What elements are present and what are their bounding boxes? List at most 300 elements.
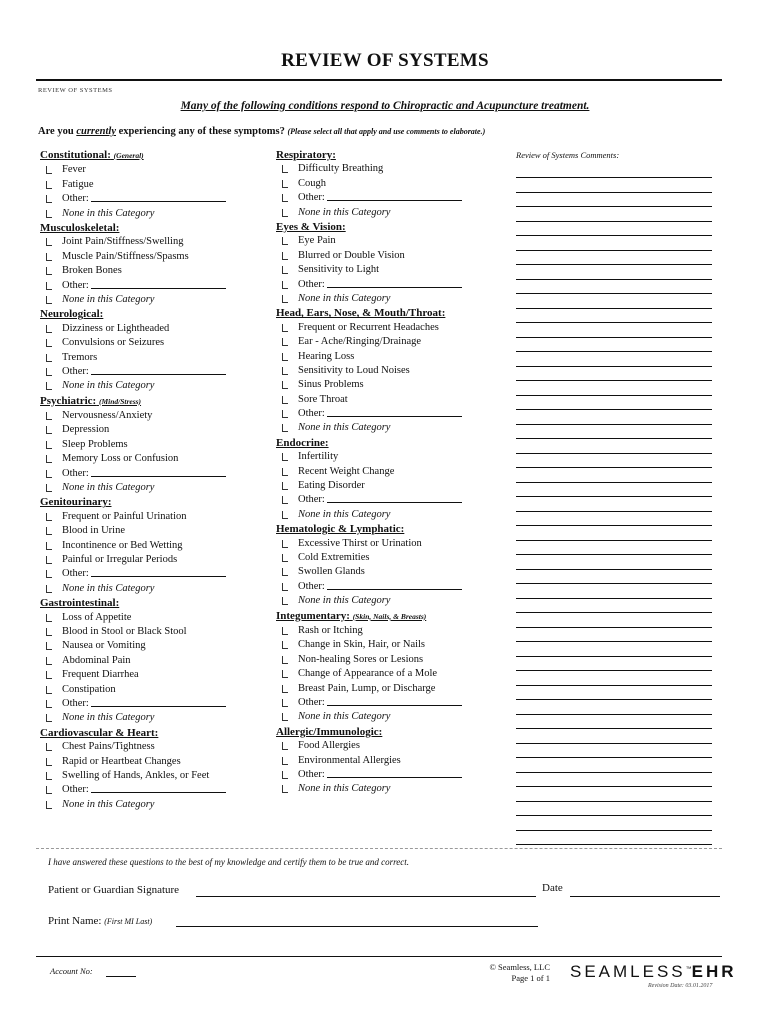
- symptom-checkbox[interactable]: [40, 582, 240, 596]
- symptom-checkbox[interactable]: [40, 711, 240, 725]
- symptom-checkbox[interactable]: [276, 580, 476, 594]
- symptom-label: Painful or Irregular Periods: [62, 554, 178, 566]
- symptom-label: Hearing Loss: [298, 350, 355, 362]
- comment-line[interactable]: [516, 830, 712, 831]
- other-field[interactable]: [327, 416, 462, 417]
- checkbox-icon[interactable]: [282, 367, 288, 375]
- checkbox-icon[interactable]: [46, 614, 52, 622]
- checkbox-icon[interactable]: [282, 568, 288, 576]
- certification-text: I have answered these questions to the best of my knowledge and certify them to be true and correct.: [48, 857, 409, 867]
- symptom-checkbox[interactable]: [276, 378, 476, 392]
- symptom-checkbox[interactable]: [276, 292, 476, 306]
- section-heading: [40, 221, 240, 235]
- checkbox-icon[interactable]: [46, 642, 52, 650]
- symptom-checkbox[interactable]: [40, 683, 240, 697]
- section-title: Respiratory:: [276, 149, 336, 161]
- symptom-checkbox[interactable]: [276, 321, 476, 335]
- symptom-checkbox[interactable]: [40, 697, 240, 711]
- checkbox-icon[interactable]: [282, 468, 288, 476]
- checkbox-icon[interactable]: [282, 583, 288, 591]
- symptom-checkbox[interactable]: [40, 539, 240, 553]
- section: [40, 495, 240, 596]
- print-name-hint: (First MI Last): [104, 917, 153, 926]
- symptom-checkbox[interactable]: [40, 379, 240, 393]
- symptom-checkbox[interactable]: [40, 611, 240, 625]
- symptom-checkbox[interactable]: [276, 450, 476, 464]
- comment-line[interactable]: [516, 467, 712, 468]
- other-field[interactable]: [91, 706, 226, 707]
- comment-line[interactable]: [516, 192, 712, 193]
- comment-line[interactable]: [516, 772, 712, 773]
- comment-line[interactable]: [516, 641, 712, 642]
- symptom-checkbox[interactable]: [276, 638, 476, 652]
- section-title: Endocrine:: [276, 436, 329, 449]
- checkbox-icon[interactable]: [46, 542, 52, 550]
- comment-line[interactable]: [516, 409, 712, 410]
- section-title: Hematologic & Lymphatic:: [276, 523, 405, 536]
- symptom-label: None in this Category: [298, 783, 391, 795]
- comment-line[interactable]: [516, 380, 712, 381]
- symptom-checkbox[interactable]: [40, 438, 240, 452]
- checkbox-icon[interactable]: [46, 772, 52, 780]
- other-field[interactable]: [91, 476, 226, 477]
- comment-line[interactable]: [516, 540, 712, 541]
- symptom-label: Infertility: [298, 451, 339, 463]
- other-field[interactable]: [327, 777, 462, 778]
- checkbox-icon[interactable]: [282, 757, 288, 765]
- symptom-checkbox[interactable]: [40, 322, 240, 336]
- symptom-label: Dizziness or Lightheaded: [62, 322, 170, 334]
- print-name-label: [48, 915, 152, 927]
- checkbox-icon[interactable]: [46, 556, 52, 564]
- signature-field[interactable]: [196, 896, 536, 897]
- symptom-checkbox[interactable]: [40, 467, 240, 481]
- symptom-label: Other:: [298, 494, 325, 506]
- symptom-checkbox[interactable]: [40, 163, 240, 177]
- page-title: REVIEW OF SYSTEMS: [281, 50, 489, 71]
- checkbox-icon[interactable]: [282, 656, 288, 664]
- checkbox-icon[interactable]: [282, 713, 288, 721]
- comment-line[interactable]: [516, 511, 712, 512]
- symptom-checkbox[interactable]: [40, 250, 240, 264]
- symptom-checkbox[interactable]: [40, 654, 240, 668]
- checkbox-icon[interactable]: [282, 209, 288, 217]
- date-field[interactable]: [570, 896, 720, 897]
- comment-line[interactable]: [516, 627, 712, 628]
- symptom-checkbox[interactable]: [40, 524, 240, 538]
- checkbox-icon[interactable]: [282, 338, 288, 346]
- print-name-field[interactable]: [176, 926, 538, 927]
- comment-line[interactable]: [516, 569, 712, 570]
- symptom-label: None in this Category: [62, 380, 155, 392]
- comment-line[interactable]: [516, 743, 712, 744]
- section-heading: [40, 307, 240, 321]
- checkbox-icon[interactable]: [282, 597, 288, 605]
- symptom-label: Nausea or Vomiting: [62, 640, 146, 652]
- checkbox-icon[interactable]: [282, 453, 288, 461]
- symptom-checkbox[interactable]: [276, 782, 476, 796]
- print-name-text: Print Name:: [48, 915, 105, 927]
- comment-line[interactable]: [516, 714, 712, 715]
- checkbox-icon[interactable]: [46, 210, 52, 218]
- other-field[interactable]: [91, 374, 226, 375]
- section-title: Cardiovascular & Heart:: [40, 726, 159, 739]
- symptom-label: Excessive Thirst or Urination: [298, 537, 422, 549]
- checkbox-icon[interactable]: [46, 671, 52, 679]
- symptom-label: Constipation: [62, 683, 116, 695]
- symptom-checkbox[interactable]: [276, 739, 476, 753]
- symptom-checkbox[interactable]: [276, 594, 476, 608]
- symptom-label: Change in Skin, Hair, or Nails: [298, 639, 426, 651]
- checkbox-icon[interactable]: [46, 166, 52, 174]
- section: [40, 394, 240, 496]
- symptom-checkbox[interactable]: [276, 177, 476, 191]
- checkbox-icon[interactable]: [46, 758, 52, 766]
- symptom-label: Incontinence or Bed Wetting: [62, 539, 183, 551]
- symptom-checkbox[interactable]: [40, 668, 240, 682]
- symptom-checkbox[interactable]: [276, 667, 476, 681]
- symptom-checkbox[interactable]: [40, 178, 240, 192]
- symptom-label: None in this Category: [298, 206, 391, 218]
- other-field[interactable]: [327, 287, 462, 288]
- symptom-checkbox[interactable]: [276, 335, 476, 349]
- other-field[interactable]: [91, 576, 226, 577]
- symptom-label: Frequent or Recurrent Headaches: [298, 321, 439, 333]
- checkbox-icon[interactable]: [282, 699, 288, 707]
- checkbox-icon[interactable]: [282, 324, 288, 332]
- symptom-label: Food Allergies: [298, 740, 360, 752]
- other-field[interactable]: [327, 200, 462, 201]
- symptom-checkbox[interactable]: [276, 754, 476, 768]
- comment-line[interactable]: [516, 351, 712, 352]
- symptom-checkbox[interactable]: [40, 783, 240, 797]
- checkbox-icon[interactable]: [282, 252, 288, 260]
- comment-line[interactable]: [516, 815, 712, 816]
- section-heading: [40, 394, 240, 409]
- checkbox-icon[interactable]: [46, 786, 52, 794]
- section: [276, 306, 476, 436]
- symptom-label: None in this Category: [62, 207, 155, 219]
- comment-line[interactable]: [516, 177, 712, 178]
- symptom-label: Other:: [62, 365, 89, 377]
- comment-line[interactable]: [516, 728, 712, 729]
- brand-tm: ™: [685, 966, 692, 973]
- checkbox-icon[interactable]: [46, 238, 52, 246]
- other-field[interactable]: [91, 288, 226, 289]
- symptom-checkbox[interactable]: [40, 423, 240, 437]
- checkbox-icon[interactable]: [46, 267, 52, 275]
- symptom-checkbox[interactable]: [40, 336, 240, 350]
- checkbox-icon[interactable]: [282, 771, 288, 779]
- symptom-checkbox[interactable]: [40, 639, 240, 653]
- checkbox-icon[interactable]: [282, 685, 288, 693]
- symptom-label: Other:: [298, 580, 325, 592]
- checkbox-icon[interactable]: [282, 396, 288, 404]
- checkbox-icon[interactable]: [46, 412, 52, 420]
- symptom-label: None in this Category: [62, 482, 155, 494]
- checkbox-icon[interactable]: [46, 382, 52, 390]
- symptom-checkbox[interactable]: [40, 625, 240, 639]
- checkbox-icon[interactable]: [282, 496, 288, 504]
- comment-line[interactable]: [516, 786, 712, 787]
- comment-line[interactable]: [516, 221, 712, 222]
- section-heading: [276, 436, 476, 450]
- other-field[interactable]: [91, 792, 226, 793]
- checkbox-icon[interactable]: [46, 354, 52, 362]
- symptom-checkbox[interactable]: [276, 768, 476, 782]
- checkbox-icon[interactable]: [46, 628, 52, 636]
- section-title: Psychiatric:: [40, 394, 97, 407]
- symptom-checkbox[interactable]: [276, 537, 476, 551]
- section-heading: [40, 148, 240, 163]
- comment-line[interactable]: [516, 206, 712, 207]
- section-title: Allergic/Immunologic:: [276, 725, 383, 738]
- checkbox-icon[interactable]: [282, 281, 288, 289]
- comment-line[interactable]: [516, 482, 712, 483]
- checkbox-icon[interactable]: [46, 282, 52, 290]
- other-field[interactable]: [327, 502, 462, 503]
- section: [40, 148, 240, 221]
- comment-line[interactable]: [516, 424, 712, 425]
- checkbox-icon[interactable]: [282, 540, 288, 548]
- checkbox-icon[interactable]: [282, 194, 288, 202]
- symptom-checkbox[interactable]: [40, 755, 240, 769]
- symptom-label: Ear - Ache/Ringing/Drainage: [298, 336, 422, 348]
- comment-line[interactable]: [516, 525, 712, 526]
- comment-line[interactable]: [516, 598, 712, 599]
- checkbox-icon[interactable]: [46, 253, 52, 261]
- symptom-checkbox[interactable]: [276, 653, 476, 667]
- section-title: Integumentary:: [276, 609, 350, 622]
- symptom-checkbox[interactable]: [40, 798, 240, 812]
- other-field[interactable]: [91, 201, 226, 202]
- symptom-checkbox[interactable]: [276, 350, 476, 364]
- question-hint: (Please select all that apply and use comments to elaborate.): [287, 127, 486, 136]
- symptom-label: Sore Throat: [298, 393, 348, 405]
- symptom-checkbox[interactable]: [276, 624, 476, 638]
- symptom-checkbox[interactable]: [40, 452, 240, 466]
- other-field[interactable]: [327, 705, 462, 706]
- comment-line[interactable]: [516, 656, 712, 657]
- symptom-checkbox[interactable]: [276, 493, 476, 507]
- symptom-label: Change of Appearance of a Mole: [298, 668, 438, 680]
- account-field[interactable]: [106, 976, 136, 977]
- checkbox-icon[interactable]: [282, 410, 288, 418]
- checkbox-icon[interactable]: [46, 801, 52, 809]
- symptom-label: Memory Loss or Confusion: [62, 453, 179, 465]
- symptom-checkbox[interactable]: [40, 481, 240, 495]
- symptom-checkbox[interactable]: [276, 393, 476, 407]
- symptom-label: None in this Category: [298, 422, 391, 434]
- checkbox-icon[interactable]: [282, 785, 288, 793]
- symptom-checkbox[interactable]: [40, 293, 240, 307]
- checkbox-icon[interactable]: [282, 482, 288, 490]
- comment-line[interactable]: [516, 554, 712, 555]
- checkbox-icon[interactable]: [46, 527, 52, 535]
- section-heading: [276, 306, 476, 320]
- comment-line[interactable]: [516, 322, 712, 323]
- symptom-checkbox[interactable]: [40, 553, 240, 567]
- checkbox-icon[interactable]: [282, 295, 288, 303]
- section: [276, 725, 476, 797]
- symptom-checkbox[interactable]: [276, 191, 476, 205]
- symptom-label: Rapid or Heartbeat Changes: [62, 755, 181, 767]
- checkbox-icon[interactable]: [282, 165, 288, 173]
- symptom-label: Difficulty Breathing: [298, 163, 384, 175]
- checkbox-icon[interactable]: [46, 339, 52, 347]
- symptom-checkbox[interactable]: [276, 465, 476, 479]
- symptom-checkbox[interactable]: [40, 740, 240, 754]
- checkbox-icon[interactable]: [46, 484, 52, 492]
- section: [276, 522, 476, 608]
- symptom-checkbox[interactable]: [40, 769, 240, 783]
- comment-line[interactable]: [516, 801, 712, 802]
- checkbox-icon[interactable]: [46, 686, 52, 694]
- checkbox-icon[interactable]: [46, 714, 52, 722]
- symptom-label: Blurred or Double Vision: [298, 249, 405, 261]
- symptom-label: Tremors: [62, 351, 98, 363]
- symptom-checkbox[interactable]: [276, 551, 476, 565]
- section: [40, 221, 240, 307]
- symptom-checkbox[interactable]: [276, 206, 476, 220]
- title-divider: [36, 79, 722, 81]
- comment-line[interactable]: [516, 366, 712, 367]
- checkbox-icon[interactable]: [46, 195, 52, 203]
- brand-suffix: EHR: [691, 962, 737, 981]
- symptom-checkbox[interactable]: [40, 567, 240, 581]
- symptom-checkbox[interactable]: [276, 278, 476, 292]
- symptom-checkbox[interactable]: [276, 565, 476, 579]
- symptom-checkbox[interactable]: [40, 192, 240, 206]
- checkbox-icon[interactable]: [46, 570, 52, 578]
- checkbox-icon[interactable]: [282, 670, 288, 678]
- revision-date: Revision Date: 03.01.2017: [648, 983, 713, 989]
- symptom-checkbox[interactable]: [40, 207, 240, 221]
- comment-line[interactable]: [516, 685, 712, 686]
- symptom-checkbox[interactable]: [40, 510, 240, 524]
- checkbox-icon[interactable]: [282, 266, 288, 274]
- checkbox-icon[interactable]: [46, 585, 52, 593]
- symptom-checkbox[interactable]: [276, 508, 476, 522]
- comment-line[interactable]: [516, 279, 712, 280]
- symptom-checkbox[interactable]: [40, 409, 240, 423]
- symptom-label: Other:: [298, 768, 325, 780]
- checkbox-icon[interactable]: [46, 470, 52, 478]
- symptom-label: Other:: [62, 697, 89, 709]
- checkbox-icon[interactable]: [46, 700, 52, 708]
- comment-line[interactable]: [516, 395, 712, 396]
- comment-line[interactable]: [516, 264, 712, 265]
- symptom-checkbox[interactable]: [276, 263, 476, 277]
- section: [40, 307, 240, 393]
- symptom-label: Other:: [62, 568, 89, 580]
- checkbox-icon[interactable]: [46, 296, 52, 304]
- checkbox-icon[interactable]: [46, 325, 52, 333]
- symptom-label: Breast Pain, Lump, or Discharge: [298, 682, 436, 694]
- symptom-checkbox[interactable]: [276, 249, 476, 263]
- checkbox-icon[interactable]: [46, 368, 52, 376]
- comment-line[interactable]: [516, 699, 712, 700]
- symptom-checkbox[interactable]: [276, 710, 476, 724]
- comment-line[interactable]: [516, 337, 712, 338]
- checkbox-icon[interactable]: [282, 353, 288, 361]
- symptom-question: [38, 126, 485, 137]
- symptom-label: None in this Category: [62, 582, 155, 594]
- symptom-checkbox[interactable]: [40, 351, 240, 365]
- comment-line[interactable]: [516, 438, 712, 439]
- comment-line[interactable]: [516, 844, 712, 845]
- symptom-label: Other:: [62, 467, 89, 479]
- comment-line[interactable]: [516, 308, 712, 309]
- checkbox-icon[interactable]: [46, 426, 52, 434]
- checkbox-icon[interactable]: [46, 455, 52, 463]
- symptom-checkbox[interactable]: [276, 696, 476, 710]
- symptom-checkbox[interactable]: [40, 264, 240, 278]
- copyright: [470, 962, 550, 984]
- symptom-checkbox[interactable]: [40, 235, 240, 249]
- checkbox-icon[interactable]: [282, 554, 288, 562]
- account-label: Account No:: [50, 966, 93, 976]
- comment-line[interactable]: [516, 670, 712, 671]
- comment-line[interactable]: [516, 453, 712, 454]
- section: [40, 596, 240, 726]
- checkbox-icon[interactable]: [282, 511, 288, 519]
- checkbox-icon[interactable]: [282, 381, 288, 389]
- symptom-checkbox[interactable]: [276, 682, 476, 696]
- section-title: Musculoskeletal:: [40, 221, 120, 234]
- symptom-checkbox[interactable]: [276, 421, 476, 435]
- checkbox-icon[interactable]: [282, 627, 288, 635]
- section-title: Genitourinary:: [40, 496, 112, 509]
- symptom-checkbox[interactable]: [40, 365, 240, 379]
- checkbox-icon[interactable]: [282, 180, 288, 188]
- comment-line[interactable]: [516, 496, 712, 497]
- question-emphasis: currently: [76, 126, 116, 137]
- checkbox-icon[interactable]: [46, 743, 52, 751]
- checkbox-icon[interactable]: [282, 742, 288, 750]
- checkbox-icon[interactable]: [282, 641, 288, 649]
- comment-line[interactable]: [516, 612, 712, 613]
- symptom-label: None in this Category: [298, 508, 391, 520]
- comment-line[interactable]: [516, 235, 712, 236]
- checkbox-icon[interactable]: [282, 237, 288, 245]
- symptom-label: Sensitivity to Loud Noises: [298, 364, 410, 376]
- checkbox-icon[interactable]: [46, 513, 52, 521]
- copyright-line: © Seamless, LLC: [489, 962, 550, 972]
- checkbox-icon[interactable]: [282, 424, 288, 432]
- symptom-label: Sleep Problems: [62, 438, 128, 450]
- symptom-checkbox[interactable]: [276, 364, 476, 378]
- other-field[interactable]: [327, 589, 462, 590]
- symptom-checkbox[interactable]: [276, 234, 476, 248]
- symptom-checkbox[interactable]: [276, 407, 476, 421]
- comment-line[interactable]: [516, 250, 712, 251]
- symptom-checkbox[interactable]: [40, 279, 240, 293]
- section-title: Gastrointestinal:: [40, 597, 120, 610]
- checkbox-icon[interactable]: [46, 441, 52, 449]
- checkbox-icon[interactable]: [46, 181, 52, 189]
- symptom-label: Convulsions or Seizures: [62, 337, 165, 349]
- symptom-checkbox[interactable]: [276, 479, 476, 493]
- checkbox-icon[interactable]: [46, 657, 52, 665]
- symptom-checkbox[interactable]: [276, 162, 476, 176]
- comments-header: Review of Systems Comments:: [516, 150, 620, 160]
- section: [276, 609, 476, 725]
- comment-line[interactable]: [516, 583, 712, 584]
- symptom-label: Eye Pain: [298, 235, 336, 247]
- comment-line[interactable]: [516, 293, 712, 294]
- comment-line[interactable]: [516, 757, 712, 758]
